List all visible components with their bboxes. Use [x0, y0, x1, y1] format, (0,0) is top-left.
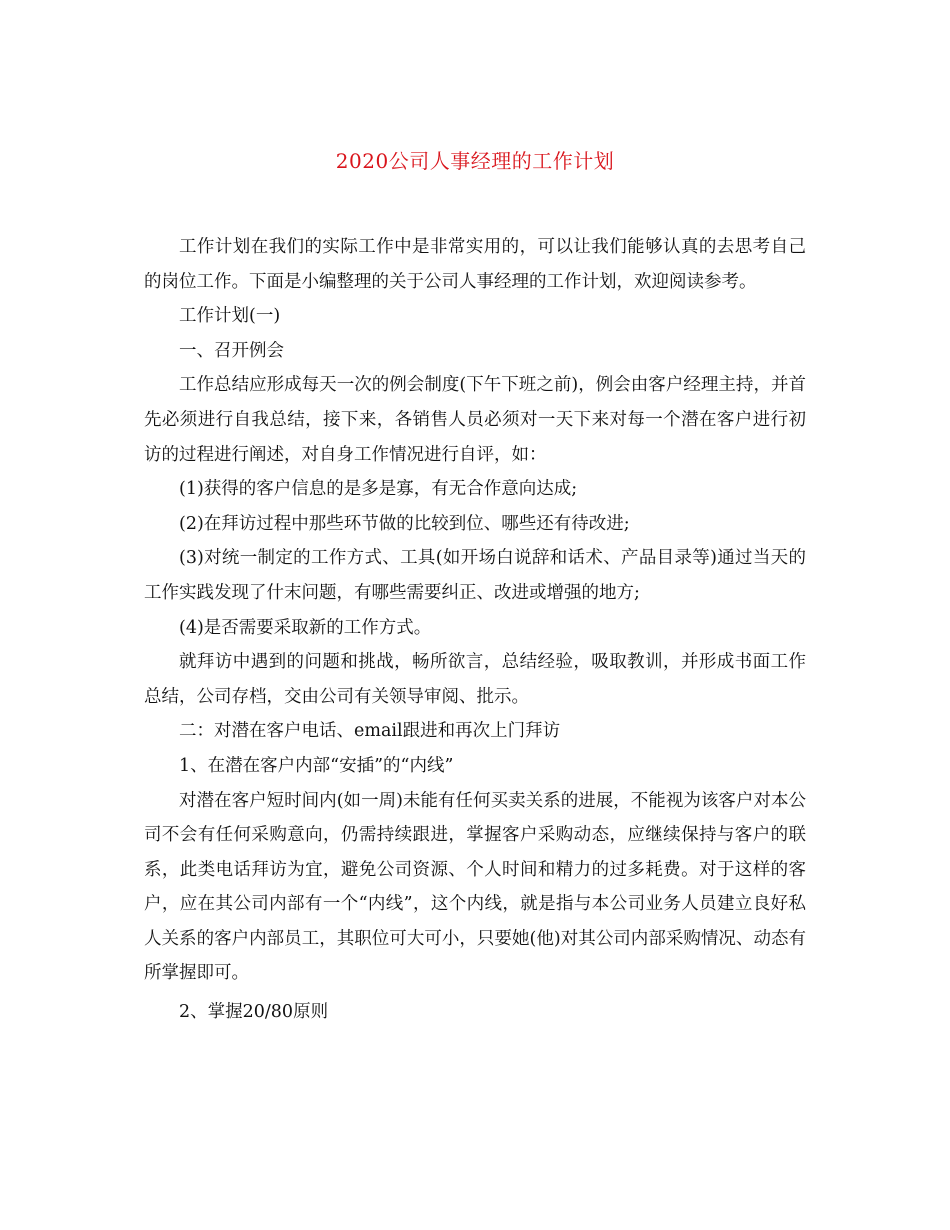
subheading-followup: 二：对潜在客户电话、email跟进和再次上门拜访 [179, 721, 561, 742]
document-body [144, 230, 806, 1030]
intro-paragraph: 工作计划在我们的实际工作中是非常实用的，可以让我们能够认真的去思考自己的岗位工作。下面是小编整理的关于公司人事经理的工作计划，欢迎阅读参考。 [144, 237, 806, 292]
summary-paragraph: 就拜访中遇到的问题和挑战，畅所欲言，总结经验，吸取教训，并形成书面工作总结，公司存档，交由公司有关领导审阅、批示。 [144, 652, 806, 707]
list-item-4: (4)是否需要采取新的工作方式。 [179, 617, 432, 638]
subheading-insider: 1、在潜在客户内部“安插”的“内线” [179, 755, 454, 776]
meeting-paragraph: 工作总结应形成每天一次的例会制度(下午下班之前)，例会由客户经理主持，并首先必须进行自我总结，接下来，各销售人员必须对一天下来对每一个潜在客户进行初访的过程进行阐述，对自身工作情况进行自评，如： [144, 375, 806, 465]
list-item-3: (3)对统一制定的工作方式、工具(如开场白说辞和话术、产品目录等)通过当天的工作实践发现了什末问题，有哪些需要纠正、改进或增强的地方; [144, 548, 806, 603]
subheading-meeting: 一、召开例会 [179, 340, 284, 361]
insider-paragraph: 对潜在客户短时间内(如一周)未能有任何买卖关系的进展，不能视为该客户对本公司不会有任何采购意向，仍需持续跟进，掌握客户采购动态，应继续保持与客户的联系，此类电话拜访为宜，避免公司资源、个人时间和精力的过多耗费。对于这样的客户，应在其公司内部有一个“内线”，这个内线，就是指与本公司业务人员建立良好私人关系的客户内部员工，其职位可大可小，只要她(他)对其公司内部采购情况、动态有所掌握即可。 [144, 790, 806, 984]
section-heading-plan-one: 工作计划(一) [179, 306, 281, 327]
document-title: 2020公司人事经理的工作计划 [335, 149, 615, 173]
subheading-20-80: 2、掌握20/80原则 [179, 1002, 329, 1023]
list-item-1: (1)获得的客户信息的是多是寡，有无合作意向达成; [179, 479, 578, 500]
list-item-2: (2)在拜访过程中那些环节做的比较到位、哪些还有待改进; [179, 513, 630, 534]
